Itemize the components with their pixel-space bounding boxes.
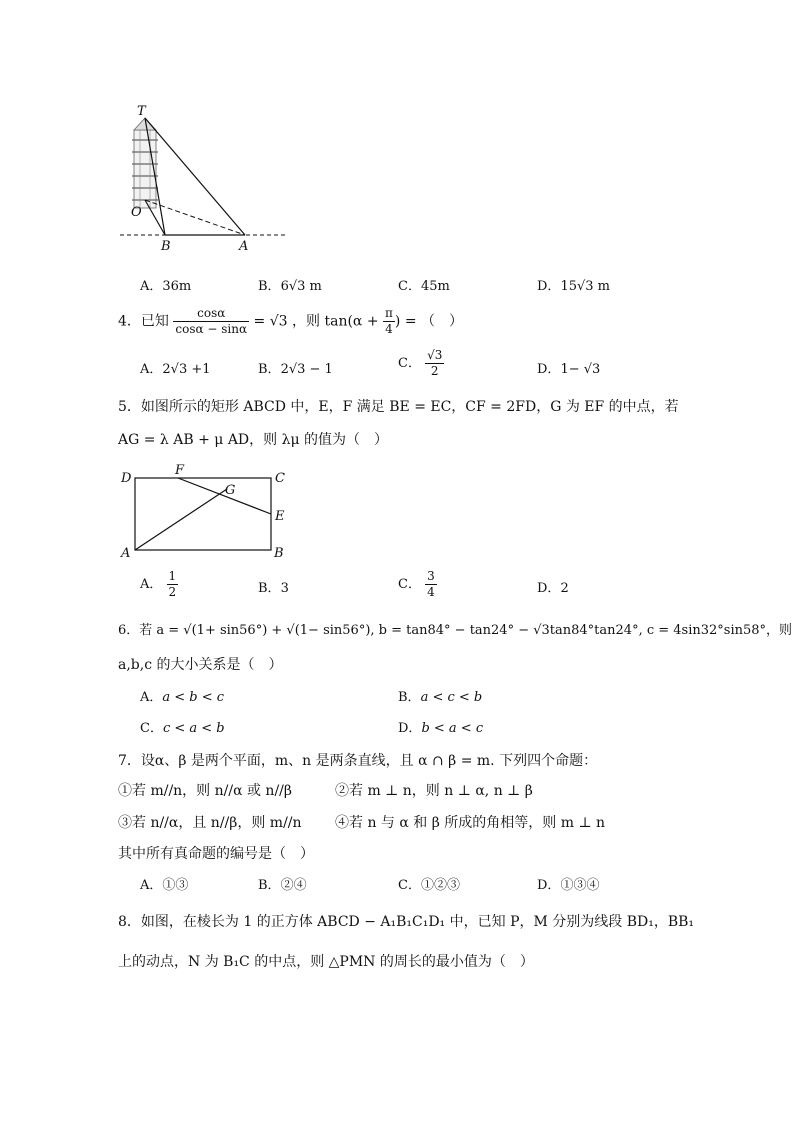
q4-pi-fraction [383,306,395,337]
pi-num: π [385,306,393,320]
q5-line-2: AG = λ AB + μ AD，则 λμ 的值为（ ） [118,432,389,448]
q5-option-d[interactable] [537,577,569,596]
frac-den: 2 [430,364,439,378]
q4-option-d[interactable] [537,358,600,377]
frac-den: 4 [427,585,435,599]
point-label-a: A [239,239,249,254]
option-text: ①②③ [420,878,460,893]
point-label-b: B [161,239,171,254]
option-text: a < b < c [162,690,225,705]
q7-line-1: 7．设α、β 是两个平面，m、n 是两条直线，且 α ∩ β = m. 下列四个命题： [118,753,598,769]
q6-option-a[interactable] [140,686,224,705]
option-text: 36m [162,279,192,294]
option-text: 2√3 +1 [162,362,211,377]
rect-label-g: G [225,483,236,498]
q7-proposition-1: ①若 m//n，则 n//α 或 n//β [118,783,292,799]
q5-option-c[interactable] [398,569,437,600]
q6-line-2: a,b,c 的大小关系是（ ） [118,657,283,673]
rect-label-f: F [175,463,185,478]
frac-num: 1 [168,569,177,583]
rect-label-c: C [275,471,285,486]
q7-proposition-2: ②若 m ⊥ n，则 n ⊥ α, n ⊥ β [335,783,533,799]
option-letter: B． [398,690,421,705]
option-letter: D． [537,362,561,377]
q6-option-d[interactable] [398,717,483,736]
option-text: 2√3 − 1 [280,362,333,377]
q4-tan: tan(α + [324,313,384,330]
frac-den: 2 [168,585,177,599]
q4-option-a[interactable] [140,358,211,377]
q7-option-c[interactable] [398,874,460,893]
frac-num: 3 [427,569,435,583]
q4-lead: 已知 [140,313,169,330]
q4-number: 4． [118,313,141,330]
pagoda-figure [110,100,310,255]
rect-label-a: A [121,546,131,561]
option-text: 3 [280,581,289,596]
q4-option-b[interactable] [258,358,333,377]
option-letter: B． [258,878,281,893]
option-letter: B． [258,279,281,294]
q4-frac-den: cosα − sinα [175,322,248,336]
point-label-t: T [137,104,146,119]
option-letter: B． [258,362,281,377]
option-text: 6√3 m [280,279,322,294]
q8-line-1: 8．如图，在棱长为 1 的正方体 ABCD − A₁B₁C₁D₁ 中，已知 P，M 分别为线段 BD₁，BB₁ [118,914,695,930]
option-text: ②④ [280,878,307,893]
q4-frac-num: cosα [173,306,249,322]
q6-line-1: 6．若 a = √(1+ sin56°) + √(1− sin56°), b = tan84° − tan24° − √3tan84°tan24°, c = 4sin32°sin58°，则 [118,623,793,638]
option-fraction [167,569,179,600]
option-letter: A． [140,690,163,705]
option-letter: C． [398,878,421,893]
q7-option-b[interactable] [258,874,307,893]
rect-label-d: D [121,471,132,486]
option-letter: C． [398,356,421,371]
q5-option-a[interactable] [140,569,178,600]
q6-option-b[interactable] [398,686,482,705]
pi-den: 4 [385,322,393,336]
option-text: c < a < b [162,721,225,736]
q3-option-b[interactable] [258,275,322,294]
q4-stem [118,306,463,337]
option-text: 2 [560,581,569,596]
option-fraction [425,569,437,600]
option-letter: A． [140,878,163,893]
q4-fraction [173,306,249,337]
rect-label-e: E [275,509,285,524]
q7-option-a[interactable] [140,874,188,893]
option-letter: C． [398,279,421,294]
option-letter: A． [140,362,163,377]
q7-proposition-3: ③若 n//α，且 n//β，则 m//n [118,815,302,831]
option-letter: C． [398,577,421,592]
q5-option-b[interactable] [258,577,289,596]
option-text: ①③ [162,878,189,893]
rectangle-figure [115,462,305,562]
option-text: 15√3 m [560,279,610,294]
q7-option-d[interactable] [537,874,599,893]
frac-num: √3 [427,348,443,362]
option-letter: D． [537,581,561,596]
option-letter: C． [140,721,163,736]
q4-eq: = √3 ，则 [253,313,321,330]
point-label-o: O [131,205,142,220]
option-text: a < c < b [420,690,483,705]
option-letter: A． [140,279,163,294]
option-fraction [425,348,444,379]
q7-question: 其中所有真命题的编号是（ ） [118,846,314,862]
q4-tail: ) = （ ） [394,313,463,330]
option-letter: B． [258,581,281,596]
option-letter: D． [398,721,422,736]
option-text: 45m [420,279,450,294]
option-text: 1− √3 [560,362,601,377]
q8-line-2: 上的动点，N 为 B₁C 的中点，则 △PMN 的周长的最小值为（ ） [118,954,534,970]
option-letter: A． [140,577,163,592]
q5-line-1: 5．如图所示的矩形 ABCD 中，E，F 满足 BE = EC，CF = 2FD，G 为 EF 的中点，若 [118,399,679,415]
option-text: b < a < c [421,721,484,736]
q3-option-d[interactable] [537,275,610,294]
rect-label-b: B [274,546,284,561]
q6-option-c[interactable] [140,717,225,736]
pagoda-icon [132,118,158,208]
q4-option-c[interactable] [398,348,444,379]
q7-proposition-4: ④若 n 与 α 和 β 所成的角相等，则 m ⊥ n [335,815,606,831]
option-letter: D． [537,279,561,294]
q3-option-c[interactable] [398,275,450,294]
q3-option-a[interactable] [140,275,191,294]
option-letter: D． [537,878,561,893]
option-text: ①③④ [560,878,600,893]
